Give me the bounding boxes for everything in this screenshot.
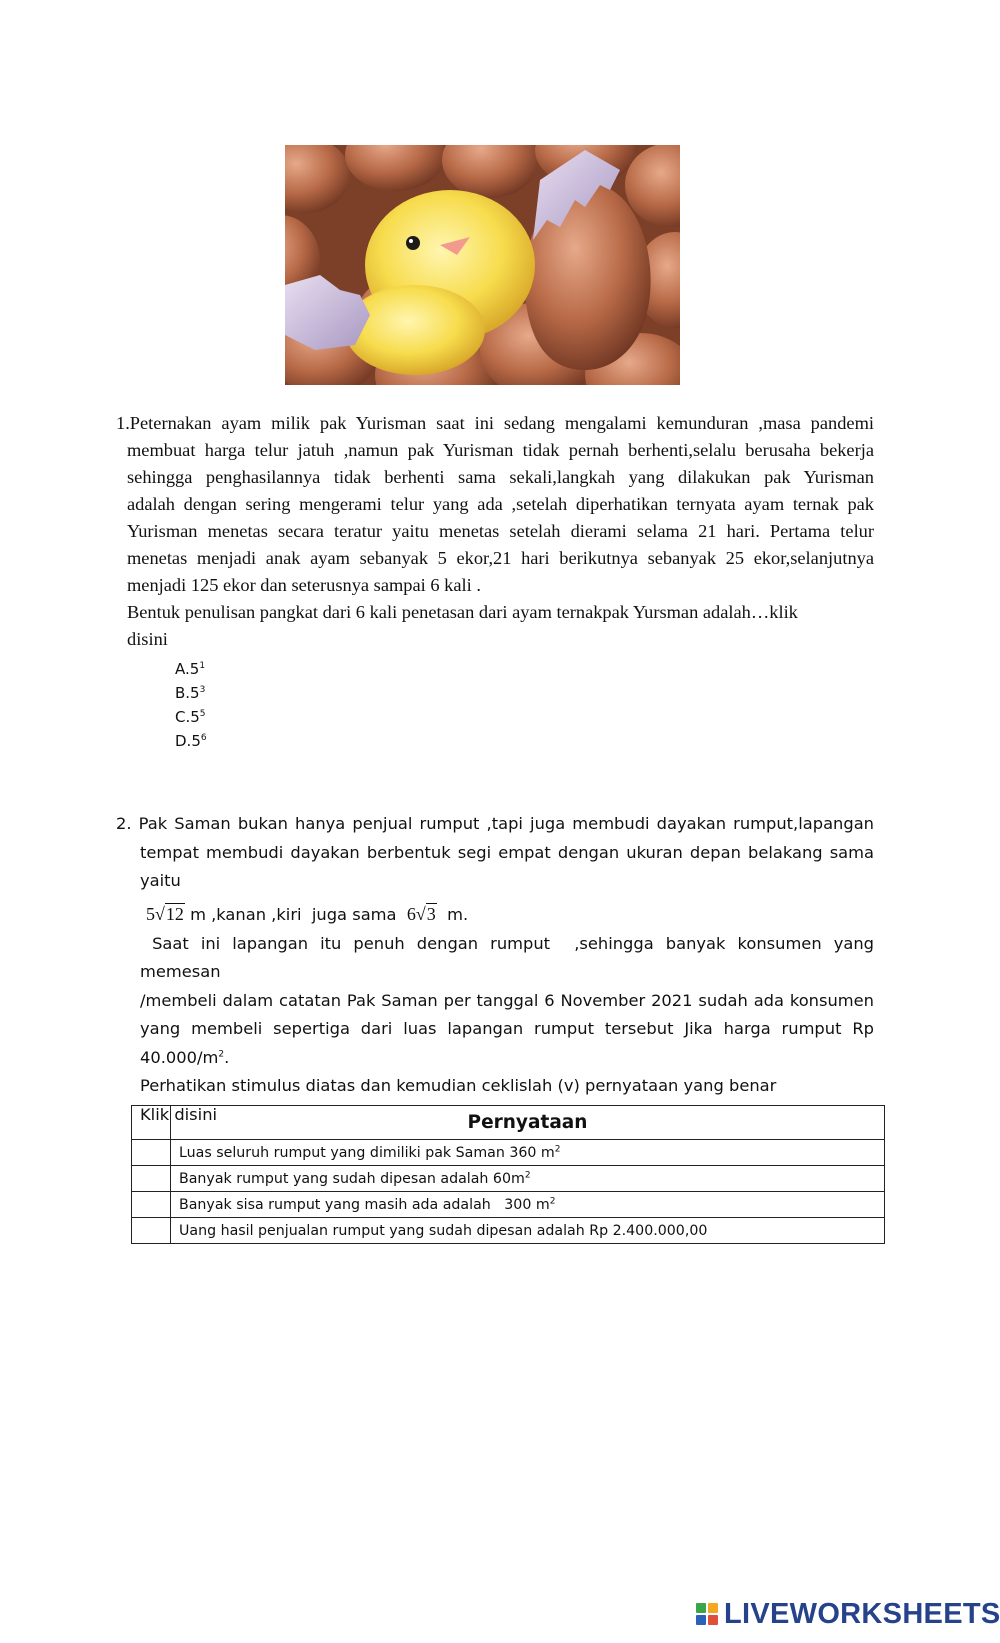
q2-line: yang membeli sepertiga dari luas lapangan rumput tersebut Jika harga rumput Rp — [140, 1019, 874, 1038]
checkbox-cell[interactable] — [132, 1192, 171, 1218]
q2-line: 2. Pak Saman bukan hanya penjual rumput ,tapi juga membudi dayakan rumput,lapangan — [116, 814, 874, 833]
checkbox-cell[interactable] — [132, 1140, 171, 1166]
dim2-unit: m. — [436, 904, 469, 924]
liveworksheets-logo — [696, 1598, 1000, 1630]
q1-line: Yurisman menetas secara teratur yaitu menetas setelah dierami selama 21 hari. Pertama telur — [127, 521, 874, 541]
q2-instruction: Perhatikan stimulus diatas dan kemudian ceklislah (v) pernyataan yang benar — [140, 1076, 777, 1095]
statement-text: Banyak sisa rumput yang masih ada adalah 300 $m^2$ — [171, 1192, 885, 1218]
sqrt-icon: √ — [415, 903, 426, 924]
option-c[interactable]: $C.5^5$ — [175, 708, 206, 726]
q1-line: menetas menjadi anak ayam sebanyak 5 ekor,21 hari berikutnya sebanyak 25 ekor,selanjutnya — [127, 548, 874, 568]
table-row — [132, 1218, 885, 1244]
table-row — [132, 1140, 885, 1166]
question-1 — [116, 410, 874, 653]
dim1-coef: 5 — [146, 903, 155, 924]
option-d[interactable]: $D.5^6$ — [175, 732, 207, 750]
table-row — [132, 1166, 885, 1192]
option-a[interactable]: $A.5^1$ — [175, 660, 206, 678]
statement-table — [131, 1105, 885, 1244]
chick-hatching-photo — [285, 145, 680, 385]
statement-text: Banyak rumput yang sudah dipesan adalah $60m^2$ — [171, 1166, 885, 1192]
q1-line: menjadi 125 ekor dan seterusnya sampai 6 kali . — [127, 575, 481, 595]
dim2-coef: 6 — [406, 903, 416, 924]
chick-hatching-icon — [285, 145, 680, 385]
dim2-radicand: 3 — [426, 903, 436, 924]
dim1-text: m ,kanan ,kiri juga sama — [184, 904, 407, 924]
question-2 — [116, 810, 880, 1129]
q1-line: sehingga penghasilannya tidak berhenti sama sekali,langkah yang dilakukan pak Yurisman — [127, 467, 874, 487]
q2-line: /membeli dalam catatan Pak Saman per tanggal 6 November 2021 sudah ada konsumen — [140, 990, 874, 1010]
statement-text: Luas seluruh rumput yang dimiliki pak Saman 360 $m^2$ — [171, 1140, 885, 1166]
q1-line: membuat harga telur jatuh ,namun pak Yurisman tidak pernah berhenti,selalu berusaha bekerja — [127, 440, 874, 460]
q2-line: tempat membudi dayakan berbentuk segi empat dengan ukuran depan belakang sama yaitu — [140, 842, 874, 890]
q2-dimensions — [140, 896, 874, 930]
option-b[interactable]: $B.5^3$ — [175, 684, 206, 702]
sqrt-icon: √ — [155, 903, 165, 924]
dim1-radicand: 12 — [165, 903, 184, 924]
table-row — [132, 1192, 885, 1218]
q2-price: $40.000/m^2$. — [140, 1047, 230, 1067]
logo-square — [696, 1603, 706, 1613]
q1-click-here-link[interactable]: disini — [127, 629, 168, 649]
table-header-row — [132, 1106, 885, 1140]
logo-square — [696, 1615, 706, 1625]
checkbox-cell[interactable] — [132, 1218, 171, 1244]
q1-line: 1.Peternakan ayam milik pak Yurisman saat ini sedang mengalami kemunduran ,masa pandemi — [116, 413, 874, 433]
q1-line: adalah dengan sering mengerami telur yang ada ,setelah diperhatikan ternyata ayam ternak pak — [127, 494, 874, 514]
check-column-header — [132, 1106, 171, 1140]
statement-text: Uang hasil penjualan rumput yang sudah dipesan adalah Rp 2.400.000,00 — [171, 1218, 885, 1244]
q1-options — [175, 657, 207, 753]
logo-text: LIVEWORKSHEETS — [724, 1597, 1000, 1630]
logo-square — [708, 1615, 718, 1625]
q2-click-here-link[interactable]: Klik disini — [140, 1104, 218, 1124]
checkbox-cell[interactable] — [132, 1166, 171, 1192]
logo-grid-icon — [696, 1603, 718, 1625]
q1-question: Bentuk penulisan pangkat dari 6 kali penetasan dari ayam ternakpak Yursman adalah…klik — [127, 602, 798, 622]
statement-header: Pernyataan — [171, 1106, 885, 1140]
q2-line: Saat ini lapangan itu penuh dengan rumput ,sehingga banyak konsumen yang memesan — [140, 933, 880, 981]
logo-square — [708, 1603, 718, 1613]
